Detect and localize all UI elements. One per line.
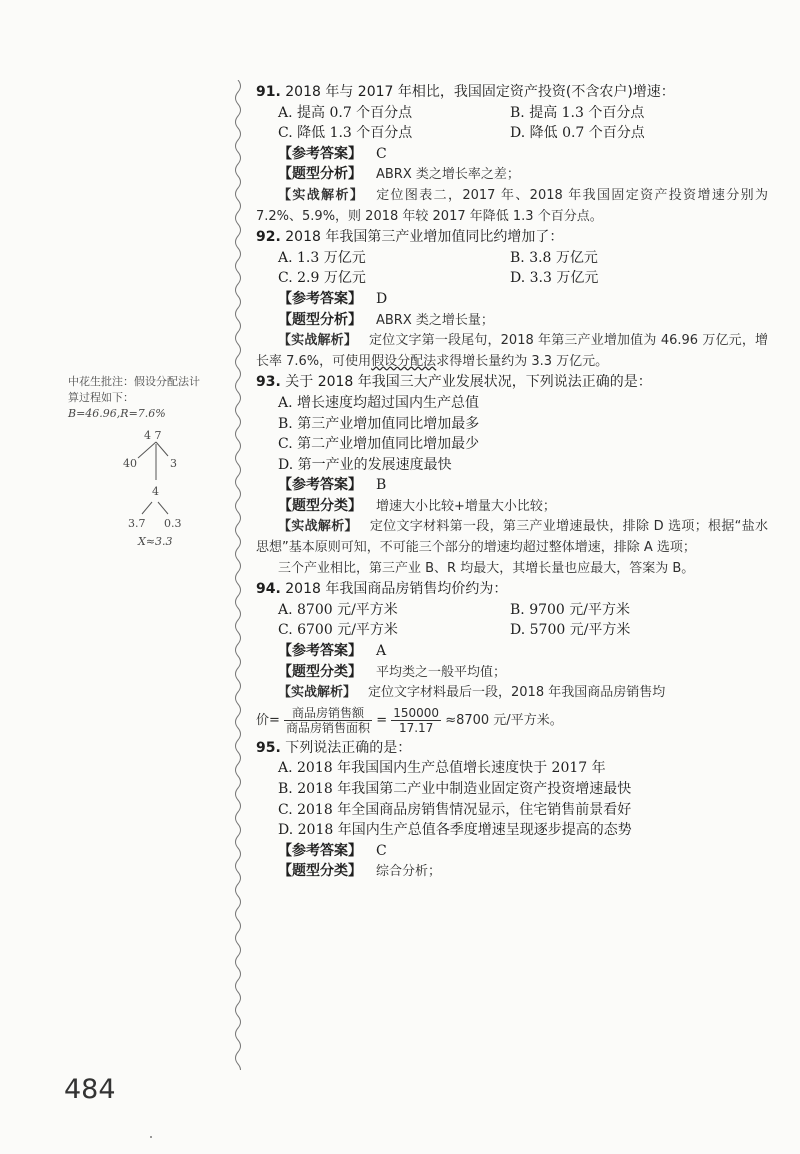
option-c: C. 第二产业增加值同比增加最少 <box>278 436 480 453</box>
answer-value: A <box>376 643 387 660</box>
fraction <box>391 706 441 735</box>
option-a: A. 增长速度均超过国内生产总值 <box>278 394 480 411</box>
question-number: 94. <box>256 581 281 598</box>
scan-speck <box>150 1136 152 1138</box>
answer-label: 【参考答案】 <box>278 477 362 494</box>
option-b: B. 9700 元/平方米 <box>510 601 630 618</box>
answer-label: 【参考答案】 <box>278 643 362 660</box>
question-91 <box>256 82 768 227</box>
type-label: 【题型分类】 <box>278 497 362 514</box>
answer-label: 【参考答案】 <box>278 145 362 162</box>
tree-top: 4 7 <box>144 429 162 442</box>
tree-result: X≈3.3 <box>138 535 173 548</box>
option-d: D. 5700 元/平方米 <box>510 622 631 639</box>
tree-mid: 4 <box>152 485 159 498</box>
side-note-line: 算过程如下： <box>68 391 134 404</box>
question-95 <box>256 738 768 883</box>
type-value: 平均类之一般平均值； <box>376 664 507 680</box>
analysis-label: 【实战解析】 <box>278 685 357 701</box>
type-label: 【题型分析】 <box>278 311 362 328</box>
analysis-text: 定位文字第一段尾句，2018 年第三产业增加值为 46.96 万亿元，增长率 7.6%，可使用 <box>256 333 768 369</box>
question-94 <box>256 579 768 738</box>
analysis-label: 【实战解析】 <box>278 519 358 535</box>
option-a: A. 8700 元/平方米 <box>278 601 398 618</box>
question-text: 2018 年我国第三产业增加值同比约增加了： <box>285 229 564 246</box>
equals-sign: = <box>376 712 388 728</box>
question-text: 2018 年与 2017 年相比，我国固定资产投资(不含农户)增速： <box>285 84 675 100</box>
fraction-numerator: 商品房销售额 <box>284 706 372 721</box>
question-text: 关于 2018 年我国三大产业发展状况，下列说法正确的是： <box>285 374 652 391</box>
option-b: B. 2018 年我国第二产业中制造业固定资产投资增速最快 <box>278 781 632 797</box>
tree-bottom-right: 0.3 <box>164 517 182 530</box>
tree-left: 40 <box>123 457 137 470</box>
answer-label: 【参考答案】 <box>278 842 362 859</box>
type-label: 【题型分析】 <box>278 166 362 183</box>
option-d: D. 第一产业的发展速度最快 <box>278 456 452 473</box>
question-93 <box>256 372 768 579</box>
type-value: ABRX 类之增长量； <box>376 312 494 328</box>
option-c: C. 6700 元/平方米 <box>278 622 398 639</box>
option-c: C. 降低 1.3 个百分点 <box>278 125 413 142</box>
analysis-text: 定位文字材料第一段，第三产业增速最快，排除 D 选项；根据“盐水思想”基本原则可知，不可能三个部分的增速均超过整体增速，排除 A 选项； <box>256 519 768 556</box>
analysis-highlight: 假设分配法 <box>371 353 437 369</box>
split-tree-diagram <box>68 422 240 552</box>
formula-result: ≈8700 元/平方米。 <box>445 712 563 728</box>
answer-value: D <box>376 290 388 307</box>
question-92 <box>256 227 768 372</box>
option-c: C. 2018 年全国商品房销售情况显示，住宅销售前景看好 <box>278 801 632 818</box>
option-b: B. 提高 1.3 个百分点 <box>510 104 645 121</box>
answer-value: C <box>376 145 387 162</box>
option-b: B. 3.8 万亿元 <box>510 249 598 266</box>
option-a: A. 提高 0.7 个百分点 <box>278 104 413 121</box>
fraction <box>284 706 372 735</box>
fraction-numerator: 150000 <box>393 705 440 720</box>
analysis-text: 定位图表二，2017 年、2018 年我国固定资产投资增速分别为 7.2%、5.9%，则 2018 年较 2017 年降低 1.3 个百分点。 <box>256 187 768 224</box>
type-value: ABRX 类之增长率之差； <box>376 167 520 183</box>
analysis-text: 求得增长量约为 3.3 万亿元。 <box>436 353 609 369</box>
option-c: C. 2.9 万亿元 <box>278 270 366 287</box>
type-label: 【题型分类】 <box>278 863 362 880</box>
analysis-text: 三个产业相比，第三产业 B、R 均最大，其增长量也应最大，答案为 B。 <box>278 560 695 576</box>
option-d: D. 3.3 万亿元 <box>510 270 599 287</box>
option-b: B. 第三产业增加值同比增加最多 <box>278 415 480 432</box>
side-note-line: 中花生批注：假设分配法计 <box>68 375 200 388</box>
answer-value: C <box>376 842 387 859</box>
option-a: A. 1.3 万亿元 <box>278 249 366 266</box>
option-a: A. 2018 年我国国内生产总值增长速度快于 2017 年 <box>278 760 606 777</box>
tree-right: 3 <box>170 457 177 470</box>
question-text: 2018 年我国商品房销售均价约为： <box>285 581 508 598</box>
option-d: D. 降低 0.7 个百分点 <box>510 125 645 142</box>
side-note <box>68 374 240 552</box>
analysis-label: 【实战解析】 <box>278 187 365 203</box>
page-number: 484 <box>64 1074 116 1105</box>
type-label: 【题型分类】 <box>278 663 362 680</box>
answer-label: 【参考答案】 <box>278 290 362 307</box>
page-content <box>256 82 768 883</box>
formula <box>256 704 768 738</box>
type-value: 综合分析； <box>376 864 442 880</box>
tree-bottom-left: 3.7 <box>128 517 146 530</box>
type-value: 增速大小比较+增量大小比较； <box>376 498 556 514</box>
question-number: 92. <box>256 229 281 246</box>
formula-prefix: 价= <box>256 712 280 728</box>
fraction-denominator: 17.17 <box>398 720 434 735</box>
fraction-denominator: 商品房销售面积 <box>286 720 371 735</box>
question-number: 95. <box>256 739 281 756</box>
question-text: 下列说法正确的是： <box>285 739 412 756</box>
question-number: 93. <box>256 374 281 391</box>
analysis-label: 【实战解析】 <box>278 333 357 349</box>
question-number: 91. <box>256 84 281 100</box>
answer-value: B <box>376 477 387 494</box>
analysis-text: 定位文字材料最后一段，2018 年我国商品房销售均 <box>368 685 666 701</box>
margin-divider <box>232 80 244 1070</box>
side-note-formula: B=46.96,R=7.6% <box>68 407 166 420</box>
option-d: D. 2018 年国内生产总值各季度增速呈现逐步提高的态势 <box>278 822 632 839</box>
